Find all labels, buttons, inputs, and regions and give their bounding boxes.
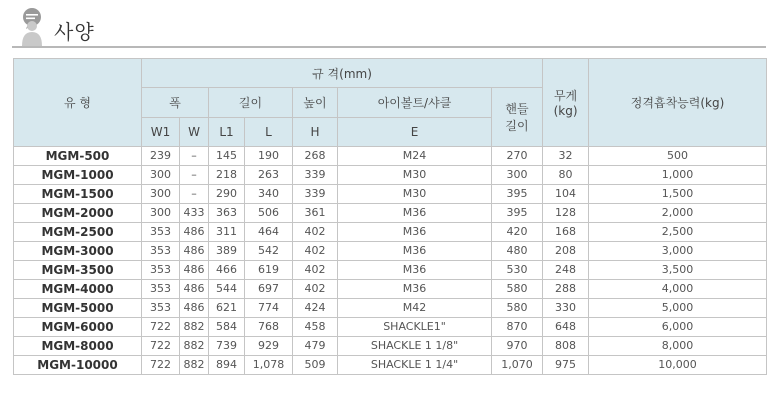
w1-cell: 353 bbox=[142, 280, 180, 299]
section-header bbox=[0, 0, 778, 50]
h-cell: 339 bbox=[293, 185, 338, 204]
weight-cell: 648 bbox=[543, 318, 589, 337]
h-cell: 402 bbox=[293, 280, 338, 299]
weight-cell: 975 bbox=[543, 356, 589, 375]
header-weight-line1: 무게 bbox=[553, 89, 578, 103]
e-cell: M36 bbox=[338, 280, 492, 299]
w1-cell: 353 bbox=[142, 242, 180, 261]
model-cell: MGM-3500 bbox=[14, 261, 142, 280]
header-divider bbox=[12, 46, 766, 48]
h-cell: 424 bbox=[293, 299, 338, 318]
e-cell: SHACKLE1" bbox=[338, 318, 492, 337]
l1-cell: 311 bbox=[209, 223, 245, 242]
h-cell: 361 bbox=[293, 204, 338, 223]
e-cell: M36 bbox=[338, 261, 492, 280]
capacity-cell: 8,000 bbox=[589, 337, 767, 356]
l1-cell: 290 bbox=[209, 185, 245, 204]
header-l: L bbox=[245, 118, 293, 147]
header-length: 길이 bbox=[209, 88, 293, 118]
capacity-cell: 500 bbox=[589, 147, 767, 166]
e-cell: M42 bbox=[338, 299, 492, 318]
weight-cell: 168 bbox=[543, 223, 589, 242]
header-width: 폭 bbox=[142, 88, 209, 118]
table-row bbox=[14, 337, 767, 356]
model-cell: MGM-6000 bbox=[14, 318, 142, 337]
e-cell: M36 bbox=[338, 242, 492, 261]
handle-cell: 580 bbox=[492, 280, 543, 299]
w-cell: 486 bbox=[180, 261, 209, 280]
w-cell: 433 bbox=[180, 204, 209, 223]
l-cell: 263 bbox=[245, 166, 293, 185]
l-cell: 929 bbox=[245, 337, 293, 356]
handle-cell: 480 bbox=[492, 242, 543, 261]
capacity-cell: 3,500 bbox=[589, 261, 767, 280]
w-cell: 882 bbox=[180, 318, 209, 337]
l1-cell: 894 bbox=[209, 356, 245, 375]
w1-cell: 722 bbox=[142, 356, 180, 375]
header-type: 유 형 bbox=[14, 59, 142, 147]
weight-cell: 288 bbox=[543, 280, 589, 299]
header-w: W bbox=[180, 118, 209, 147]
h-cell: 458 bbox=[293, 318, 338, 337]
l1-cell: 389 bbox=[209, 242, 245, 261]
e-cell: SHACKLE 1 1/4" bbox=[338, 356, 492, 375]
w1-cell: 722 bbox=[142, 337, 180, 356]
model-cell: MGM-500 bbox=[14, 147, 142, 166]
table-row bbox=[14, 223, 767, 242]
l1-cell: 466 bbox=[209, 261, 245, 280]
l1-cell: 584 bbox=[209, 318, 245, 337]
table-row bbox=[14, 356, 767, 375]
l1-cell: 145 bbox=[209, 147, 245, 166]
page-title: 사양 bbox=[54, 20, 95, 44]
l1-cell: 363 bbox=[209, 204, 245, 223]
l-cell: 619 bbox=[245, 261, 293, 280]
model-cell: MGM-8000 bbox=[14, 337, 142, 356]
header-height: 높이 bbox=[293, 88, 338, 118]
e-cell: SHACKLE 1 1/8" bbox=[338, 337, 492, 356]
header-handle bbox=[492, 88, 543, 147]
spec-table-body bbox=[14, 147, 767, 375]
capacity-cell: 1,000 bbox=[589, 166, 767, 185]
l-cell: 1,078 bbox=[245, 356, 293, 375]
l-cell: 542 bbox=[245, 242, 293, 261]
w1-cell: 353 bbox=[142, 299, 180, 318]
weight-cell: 80 bbox=[543, 166, 589, 185]
w-cell: 882 bbox=[180, 337, 209, 356]
table-row bbox=[14, 204, 767, 223]
w-cell: – bbox=[180, 185, 209, 204]
weight-cell: 104 bbox=[543, 185, 589, 204]
capacity-cell: 6,000 bbox=[589, 318, 767, 337]
weight-cell: 330 bbox=[543, 299, 589, 318]
table-row bbox=[14, 242, 767, 261]
e-cell: M30 bbox=[338, 166, 492, 185]
header-spec: 규 격(mm) bbox=[142, 59, 543, 88]
handle-cell: 580 bbox=[492, 299, 543, 318]
model-cell: MGM-2000 bbox=[14, 204, 142, 223]
l-cell: 464 bbox=[245, 223, 293, 242]
h-cell: 402 bbox=[293, 261, 338, 280]
table-row bbox=[14, 147, 767, 166]
e-cell: M36 bbox=[338, 223, 492, 242]
w-cell: – bbox=[180, 166, 209, 185]
capacity-cell: 10,000 bbox=[589, 356, 767, 375]
e-cell: M24 bbox=[338, 147, 492, 166]
header-h: H bbox=[293, 118, 338, 147]
capacity-cell: 5,000 bbox=[589, 299, 767, 318]
h-cell: 339 bbox=[293, 166, 338, 185]
handle-cell: 270 bbox=[492, 147, 543, 166]
header-e: E bbox=[338, 118, 492, 147]
capacity-cell: 3,000 bbox=[589, 242, 767, 261]
l-cell: 697 bbox=[245, 280, 293, 299]
h-cell: 402 bbox=[293, 223, 338, 242]
weight-cell: 128 bbox=[543, 204, 589, 223]
w1-cell: 300 bbox=[142, 185, 180, 204]
h-cell: 509 bbox=[293, 356, 338, 375]
h-cell: 402 bbox=[293, 242, 338, 261]
handle-cell: 395 bbox=[492, 204, 543, 223]
table-row bbox=[14, 261, 767, 280]
header-l1: L1 bbox=[209, 118, 245, 147]
w-cell: 486 bbox=[180, 223, 209, 242]
l-cell: 768 bbox=[245, 318, 293, 337]
header-weight bbox=[543, 59, 589, 147]
w1-cell: 300 bbox=[142, 204, 180, 223]
weight-cell: 808 bbox=[543, 337, 589, 356]
w1-cell: 722 bbox=[142, 318, 180, 337]
capacity-cell: 4,000 bbox=[589, 280, 767, 299]
weight-cell: 208 bbox=[543, 242, 589, 261]
w-cell: 486 bbox=[180, 280, 209, 299]
model-cell: MGM-2500 bbox=[14, 223, 142, 242]
capacity-cell: 1,500 bbox=[589, 185, 767, 204]
model-cell: MGM-5000 bbox=[14, 299, 142, 318]
w-cell: 486 bbox=[180, 242, 209, 261]
w1-cell: 353 bbox=[142, 261, 180, 280]
handle-cell: 300 bbox=[492, 166, 543, 185]
h-cell: 479 bbox=[293, 337, 338, 356]
model-cell: MGM-4000 bbox=[14, 280, 142, 299]
table-row bbox=[14, 318, 767, 337]
w-cell: 882 bbox=[180, 356, 209, 375]
e-cell: M36 bbox=[338, 204, 492, 223]
l1-cell: 218 bbox=[209, 166, 245, 185]
handle-cell: 1,070 bbox=[492, 356, 543, 375]
w1-cell: 239 bbox=[142, 147, 180, 166]
model-cell: MGM-1500 bbox=[14, 185, 142, 204]
table-row bbox=[14, 299, 767, 318]
weight-cell: 32 bbox=[543, 147, 589, 166]
header-w1: W1 bbox=[142, 118, 180, 147]
header-capacity: 정격흡착능력(kg) bbox=[589, 59, 767, 147]
l-cell: 774 bbox=[245, 299, 293, 318]
l1-cell: 739 bbox=[209, 337, 245, 356]
handle-cell: 395 bbox=[492, 185, 543, 204]
spec-table bbox=[13, 58, 767, 375]
capacity-cell: 2,500 bbox=[589, 223, 767, 242]
w1-cell: 353 bbox=[142, 223, 180, 242]
w-cell: – bbox=[180, 147, 209, 166]
l-cell: 340 bbox=[245, 185, 293, 204]
h-cell: 268 bbox=[293, 147, 338, 166]
l1-cell: 621 bbox=[209, 299, 245, 318]
l-cell: 506 bbox=[245, 204, 293, 223]
header-handle-line1: 핸들 bbox=[505, 102, 529, 116]
w-cell: 486 bbox=[180, 299, 209, 318]
header-weight-line2: (kg) bbox=[553, 104, 578, 118]
person-speech-icon bbox=[12, 6, 46, 46]
l-cell: 190 bbox=[245, 147, 293, 166]
handle-cell: 420 bbox=[492, 223, 543, 242]
model-cell: MGM-1000 bbox=[14, 166, 142, 185]
capacity-cell: 2,000 bbox=[589, 204, 767, 223]
handle-cell: 530 bbox=[492, 261, 543, 280]
header-eyebolt: 아이볼트/샤클 bbox=[338, 88, 492, 118]
table-row bbox=[14, 166, 767, 185]
table-row bbox=[14, 185, 767, 204]
handle-cell: 970 bbox=[492, 337, 543, 356]
header-handle-line2: 길이 bbox=[505, 119, 529, 133]
e-cell: M30 bbox=[338, 185, 492, 204]
w1-cell: 300 bbox=[142, 166, 180, 185]
l1-cell: 544 bbox=[209, 280, 245, 299]
model-cell: MGM-3000 bbox=[14, 242, 142, 261]
weight-cell: 248 bbox=[543, 261, 589, 280]
table-row bbox=[14, 280, 767, 299]
handle-cell: 870 bbox=[492, 318, 543, 337]
model-cell: MGM-10000 bbox=[14, 356, 142, 375]
